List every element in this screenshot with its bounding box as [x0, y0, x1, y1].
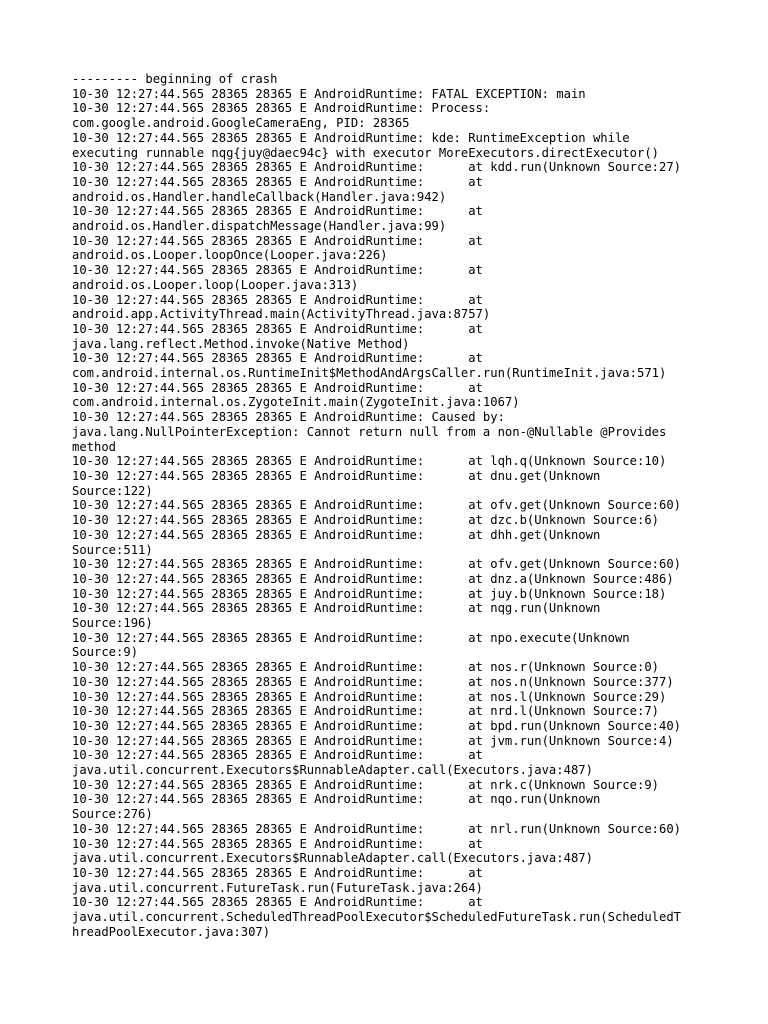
log-line: 10-30 12:27:44.565 28365 28365 E AndroidRuntime: at [72, 351, 483, 366]
log-line: 10-30 12:27:44.565 28365 28365 E AndroidRuntime: kde: RuntimeException while [72, 130, 630, 145]
log-line: android.os.Handler.handleCallback(Handler.java:942) [72, 189, 447, 204]
log-line: java.util.concurrent.Executors$RunnableAdapter.call(Executors.java:487) [72, 763, 593, 778]
log-line: Source:196) [72, 616, 153, 631]
log-line: android.os.Looper.loop(Looper.java:313) [72, 277, 359, 292]
log-line: 10-30 12:27:44.565 28365 28365 E AndroidRuntime: at lqh.q(Unknown Source:10) [72, 454, 667, 469]
log-line: 10-30 12:27:44.565 28365 28365 E AndroidRuntime: at dzc.b(Unknown Source:6) [72, 513, 659, 528]
log-line: 10-30 12:27:44.565 28365 28365 E AndroidRuntime: Caused by: [72, 410, 505, 425]
log-line: android.os.Handler.dispatchMessage(Handler.java:99) [72, 219, 447, 234]
log-line: method [72, 439, 117, 454]
log-line: 10-30 12:27:44.565 28365 28365 E AndroidRuntime: at nqg.run(Unknown [72, 601, 601, 616]
log-line: java.lang.NullPointerException: Cannot return null from a non-@Nullable @Provides [72, 424, 667, 439]
log-line: 10-30 12:27:44.565 28365 28365 E AndroidRuntime: at [72, 233, 483, 248]
log-line: 10-30 12:27:44.565 28365 28365 E AndroidRuntime: at nrl.run(Unknown Source:60) [72, 821, 682, 836]
log-line: 10-30 12:27:44.565 28365 28365 E AndroidRuntime: at [72, 174, 483, 189]
crash-log-body [72, 72, 696, 939]
log-line: 10-30 12:27:44.565 28365 28365 E AndroidRuntime: Process: [72, 101, 491, 116]
log-line: 10-30 12:27:44.565 28365 28365 E AndroidRuntime: at nrd.l(Unknown Source:7) [72, 704, 659, 719]
log-line: android.os.Looper.loopOnce(Looper.java:226) [72, 248, 388, 263]
log-line: java.util.concurrent.ScheduledThreadPoolExecutor$ScheduledFutureTask.run(ScheduledT [72, 910, 682, 925]
log-line: java.util.concurrent.Executors$RunnableAdapter.call(Executors.java:487) [72, 851, 593, 866]
log-line: java.lang.reflect.Method.invoke(Native Method) [72, 336, 410, 351]
log-line: Source:511) [72, 542, 153, 557]
log-line: 10-30 12:27:44.565 28365 28365 E AndroidRuntime: at [72, 748, 483, 763]
log-line: java.util.concurrent.FutureTask.run(FutureTask.java:264) [72, 880, 483, 895]
log-line: 10-30 12:27:44.565 28365 28365 E AndroidRuntime: at ofv.get(Unknown Source:60) [72, 498, 682, 513]
log-line: 10-30 12:27:44.565 28365 28365 E AndroidRuntime: at juy.b(Unknown Source:18) [72, 586, 667, 601]
log-line: 10-30 12:27:44.565 28365 28365 E AndroidRuntime: at [72, 263, 483, 278]
log-line: 10-30 12:27:44.565 28365 28365 E AndroidRuntime: at npo.execute(Unknown [72, 630, 630, 645]
log-line: 10-30 12:27:44.565 28365 28365 E AndroidRuntime: at kdd.run(Unknown Source:27) [72, 160, 682, 175]
log-line: 10-30 12:27:44.565 28365 28365 E AndroidRuntime: at dhh.get(Unknown [72, 527, 601, 542]
log-line: Source:122) [72, 483, 153, 498]
log-line: 10-30 12:27:44.565 28365 28365 E AndroidRuntime: at [72, 321, 483, 336]
crash-log-document [72, 72, 696, 939]
log-line: hreadPoolExecutor.java:307) [72, 924, 271, 939]
log-line: 10-30 12:27:44.565 28365 28365 E AndroidRuntime: at nrk.c(Unknown Source:9) [72, 777, 659, 792]
log-line: 10-30 12:27:44.565 28365 28365 E AndroidRuntime: at [72, 895, 483, 910]
log-line: 10-30 12:27:44.565 28365 28365 E AndroidRuntime: at [72, 380, 483, 395]
log-line: 10-30 12:27:44.565 28365 28365 E AndroidRuntime: at [72, 865, 483, 880]
log-line: executing runnable nqg{juy@daec94c} with executor MoreExecutors.directExecutor() [72, 145, 659, 160]
log-line: 10-30 12:27:44.565 28365 28365 E AndroidRuntime: at nos.l(Unknown Source:29) [72, 689, 667, 704]
log-line: 10-30 12:27:44.565 28365 28365 E AndroidRuntime: FATAL EXCEPTION: main [72, 86, 586, 101]
log-line: --------- beginning of crash [72, 72, 278, 86]
log-line: 10-30 12:27:44.565 28365 28365 E AndroidRuntime: at ofv.get(Unknown Source:60) [72, 557, 682, 572]
log-line: Source:9) [72, 645, 139, 660]
log-line: 10-30 12:27:44.565 28365 28365 E AndroidRuntime: at dnz.a(Unknown Source:486) [72, 571, 674, 586]
log-line: 10-30 12:27:44.565 28365 28365 E AndroidRuntime: at [72, 836, 483, 851]
log-line: 10-30 12:27:44.565 28365 28365 E AndroidRuntime: at bpd.run(Unknown Source:40) [72, 718, 682, 733]
log-line: 10-30 12:27:44.565 28365 28365 E AndroidRuntime: at dnu.get(Unknown [72, 468, 601, 483]
log-line: 10-30 12:27:44.565 28365 28365 E AndroidRuntime: at jvm.run(Unknown Source:4) [72, 733, 674, 748]
log-line: android.app.ActivityThread.main(ActivityThread.java:8757) [72, 307, 491, 322]
log-line: 10-30 12:27:44.565 28365 28365 E AndroidRuntime: at nqo.run(Unknown [72, 792, 601, 807]
log-line: com.android.internal.os.ZygoteInit.main(ZygoteInit.java:1067) [72, 395, 520, 410]
log-line: 10-30 12:27:44.565 28365 28365 E AndroidRuntime: at nos.r(Unknown Source:0) [72, 660, 659, 675]
log-line: Source:276) [72, 807, 153, 822]
log-line: 10-30 12:27:44.565 28365 28365 E AndroidRuntime: at nos.n(Unknown Source:377) [72, 674, 674, 689]
log-line: 10-30 12:27:44.565 28365 28365 E AndroidRuntime: at [72, 292, 483, 307]
log-line: 10-30 12:27:44.565 28365 28365 E AndroidRuntime: at [72, 204, 483, 219]
log-line: com.google.android.GoogleCameraEng, PID: 28365 [72, 116, 410, 131]
log-line: com.android.internal.os.RuntimeInit$MethodAndArgsCaller.run(RuntimeInit.java:571) [72, 366, 667, 381]
